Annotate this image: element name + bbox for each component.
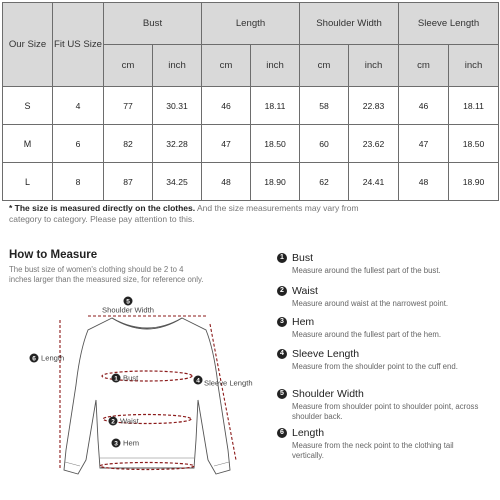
legend-description: Measure around waist at the narrowest point. xyxy=(292,299,449,308)
cell-size: S xyxy=(3,87,53,125)
cell-sleeve-cm: 48 xyxy=(399,163,449,201)
legend-title: Hem xyxy=(292,316,315,328)
subheader-cm: cm xyxy=(300,45,349,87)
note-bold: * The size is measured directly on the clothes. xyxy=(9,203,196,213)
cell-bust-inch: 34.25 xyxy=(153,163,202,201)
cell-sleeve-cm: 47 xyxy=(399,125,449,163)
header-length: Length xyxy=(202,3,300,45)
label-1-number: 1 xyxy=(114,375,118,383)
cell-shoulder-cm: 60 xyxy=(300,125,349,163)
table-row xyxy=(3,87,499,125)
header-fit-us-size: Fit US Size xyxy=(53,3,104,87)
legend-badge: 5 xyxy=(277,389,287,399)
cell-shoulder-inch: 24.41 xyxy=(349,163,399,201)
header-our-size: Our Size xyxy=(3,3,53,87)
cell-us-size: 8 xyxy=(53,163,104,201)
how-to-measure-title: How to Measure xyxy=(9,249,98,261)
size-chart-table xyxy=(2,2,499,201)
subheader-cm: cm xyxy=(399,45,449,87)
label-3-number: 3 xyxy=(114,440,118,448)
legend-badge: 3 xyxy=(277,317,287,327)
label-2-number: 2 xyxy=(111,418,115,426)
cell-us-size: 6 xyxy=(53,125,104,163)
legend-badge: 6 xyxy=(277,428,287,438)
legend-title: Bust xyxy=(292,252,314,264)
subheader-inch: inch xyxy=(251,45,300,87)
legend-title: Length xyxy=(292,427,325,439)
subheader-inch: inch xyxy=(349,45,399,87)
label-6-number: 6 xyxy=(32,355,36,363)
subheader-inch: inch xyxy=(153,45,202,87)
cell-length-inch: 18.11 xyxy=(251,87,300,125)
cell-bust-inch: 32.28 xyxy=(153,125,202,163)
cell-length-inch: 18.90 xyxy=(251,163,300,201)
cell-sleeve-inch: 18.50 xyxy=(449,125,499,163)
sweater-outline xyxy=(64,318,230,474)
legend-description: Measure around the fullest part of the hem. xyxy=(292,330,442,339)
header-sleeve-length: Sleeve Length xyxy=(399,3,499,45)
cell-size: M xyxy=(3,125,53,163)
cell-shoulder-inch: 23.62 xyxy=(349,125,399,163)
cell-us-size: 4 xyxy=(53,87,104,125)
subheader-inch: inch xyxy=(449,45,499,87)
sweater-measurement-diagram xyxy=(0,290,280,500)
cell-bust-inch: 30.31 xyxy=(153,87,202,125)
header-bust: Bust xyxy=(104,3,202,45)
cell-shoulder-cm: 62 xyxy=(300,163,349,201)
legend-title: Shoulder Width xyxy=(292,388,364,400)
cell-bust-cm: 82 xyxy=(104,125,153,163)
legend-description: Measure around the fullest part of the bust. xyxy=(292,266,441,275)
measurement-note xyxy=(9,203,389,225)
label-length: Length xyxy=(41,353,65,363)
legend-description: Measure from the neck point to the clothing tail vertically. xyxy=(292,441,454,460)
legend-title: Sleeve Length xyxy=(292,348,360,360)
cell-sleeve-inch: 18.11 xyxy=(449,87,499,125)
label-4-number: 4 xyxy=(196,377,200,385)
cell-bust-cm: 87 xyxy=(104,163,153,201)
label-5-number: 5 xyxy=(126,298,130,306)
how-to-measure-description: The bust size of women's clothing should be 2 to 4 inches larger than the measured size, for reference only. xyxy=(9,265,204,284)
table-row xyxy=(3,125,499,163)
label-bust: Bust xyxy=(123,373,139,383)
cell-length-cm: 46 xyxy=(202,87,251,125)
cell-length-cm: 48 xyxy=(202,163,251,201)
label-shoulder-width: Shoulder Width xyxy=(102,305,154,315)
cell-length-cm: 47 xyxy=(202,125,251,163)
subheader-cm: cm xyxy=(202,45,251,87)
label-hem: Hem xyxy=(123,438,140,448)
label-waist: Waist xyxy=(120,416,139,426)
note-rest: And the size measurements may vary from category to category. Please pay attention to this. xyxy=(9,203,359,224)
cell-shoulder-cm: 58 xyxy=(300,87,349,125)
legend-title: Waist xyxy=(292,285,318,297)
legend-badge: 4 xyxy=(277,349,287,359)
cell-shoulder-inch: 22.83 xyxy=(349,87,399,125)
cell-sleeve-inch: 18.90 xyxy=(449,163,499,201)
legend-description: Measure from the shoulder point to the cuff end. xyxy=(292,362,458,371)
legend-badge: 1 xyxy=(277,253,287,263)
legend-badge: 2 xyxy=(277,286,287,296)
subheader-cm: cm xyxy=(104,45,153,87)
cell-sleeve-cm: 46 xyxy=(399,87,449,125)
cell-length-inch: 18.50 xyxy=(251,125,300,163)
legend-description: Measure from shoulder point to shoulder point, across shoulder back. xyxy=(292,402,479,421)
table-row xyxy=(3,163,499,201)
cell-bust-cm: 77 xyxy=(104,87,153,125)
label-sleeve-length: Sleeve Length xyxy=(204,378,253,388)
cell-size: L xyxy=(3,163,53,201)
header-shoulder-width: Shoulder Width xyxy=(300,3,399,45)
